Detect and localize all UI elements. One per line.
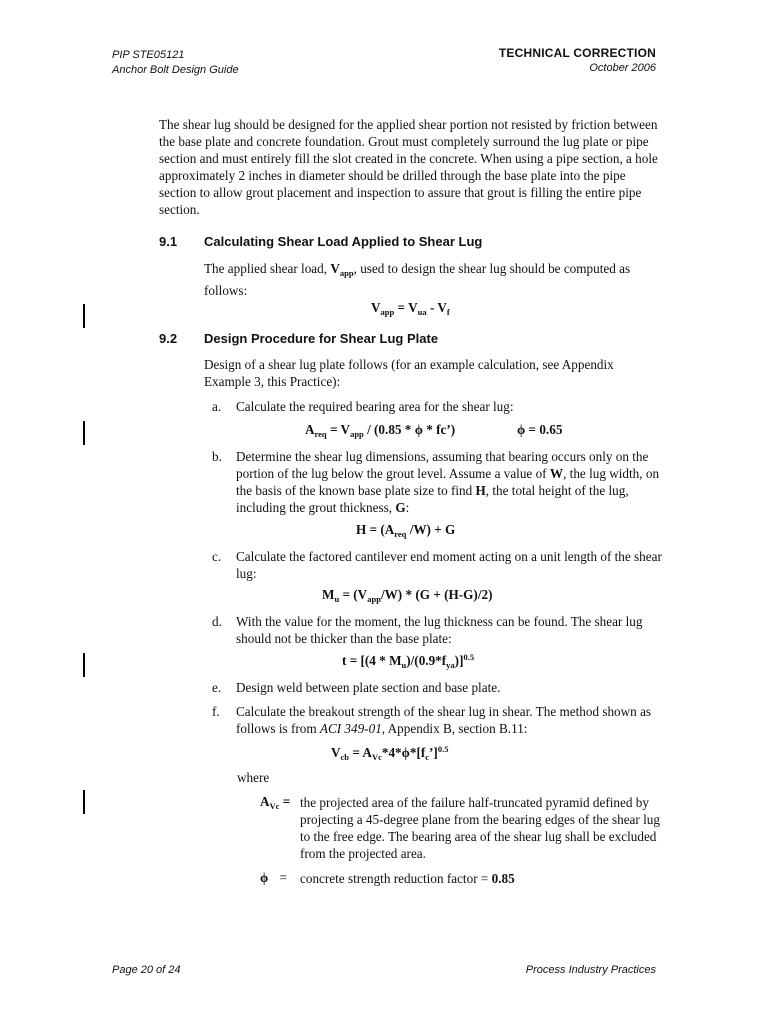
definition-symbol-avc: $A_{Vc}$ = — [260, 794, 291, 811]
where-label: where — [237, 770, 270, 785]
doc-title: Anchor Bolt Design Guide — [112, 64, 239, 76]
list-marker: e. — [212, 680, 222, 695]
list-text: Calculate the breakout strength of the shear lug in shear. The method shown as follows is from ACI 349-01, Appendix B, section B.11: — [236, 704, 652, 736]
list-text: Calculate the factored cantilever end moment acting on a unit length of the shear lug: — [236, 549, 662, 581]
list-text: Design weld between plate section and base plate. — [236, 680, 501, 695]
doc-date: October 2006 — [589, 62, 656, 74]
section-title: Calculating Shear Load Applied to Shear Lug — [204, 234, 483, 249]
equation-t: $t = [(4 * M_u)/(0.9*f_{ya})]^{0.5}$ — [342, 652, 475, 670]
list-marker: f. — [212, 704, 220, 719]
change-bar — [83, 790, 85, 814]
definition-symbol-phi: ϕ = — [260, 870, 287, 885]
list-text: With the value for the moment, the lug thickness can be found. The shear lug should not be thicker than the base plate: — [236, 614, 643, 646]
header-left — [112, 48, 239, 78]
change-bar — [83, 421, 85, 445]
list-text: Determine the shear lug dimensions, assuming that bearing occurs only on the portion of the lug below the grout level. Assume a value of W, the lug width, on the basis of the known base plate size to find H, the total height of the lug, including the grout thickness, G: — [236, 449, 660, 515]
equation-mu: $M_u = (V_{app}/W) * (G + (H-G)/2)$ — [322, 587, 493, 604]
definition-text-phi: concrete strength reduction factor = 0.85 — [300, 871, 515, 886]
section-number: 9.2 — [159, 331, 178, 346]
list-marker: a. — [212, 399, 222, 414]
footer-organization: Process Industry Practices — [525, 964, 656, 976]
section-heading-9-1 — [159, 234, 482, 249]
equation-h: $H = (A_{req}$ /W) + G — [356, 522, 456, 539]
header-right — [499, 46, 656, 76]
footer-page-number: Page 20 of 24 — [112, 964, 181, 976]
section-title: Design Procedure for Shear Lug Plate — [204, 331, 439, 346]
equation-phi: ϕ = 0.65 — [517, 422, 563, 437]
definition-text-avc: the projected area of the failure half-truncated pyramid defined by projecting a 45-degree plane from the bearing edges of the shear lug to the free edge. The bearing area of the shear lug shall be excluded from the projected area. — [300, 795, 660, 861]
text-run: The applied shear load, — [204, 261, 331, 276]
equation-areq: $A_{req} = V_{app} / (0.85 * \phi$ * fc’) — [305, 422, 456, 439]
section-9-2-paragraph: Design of a shear lug plate follows (for an example calculation, see Appendix Example 3, this Practice): — [204, 357, 614, 389]
intro-paragraph: The shear lug should be designed for the applied shear portion not resisted by friction between the base plate and concrete foundation. Grout must completely surround the lug plate or pipe section and must entirely fill the slot created in the concrete. When using a pipe section, a hole approximately 2 inches in diameter should be drilled through the base plate into the pipe section to allow grout placement and inspection to assure that grout is filling the entire pipe section. — [159, 117, 658, 217]
text-run: , used to design the shear lug should be computed as follows: — [204, 261, 631, 298]
list-marker: d. — [212, 614, 222, 629]
reference-aci: ACI 349-01 — [319, 721, 382, 736]
doc-id: PIP STE05121 — [112, 49, 185, 61]
section-9-1-paragraph — [204, 260, 660, 299]
equation-vapp: $V_{app} = V_{ua} - V_f$ — [371, 300, 450, 317]
symbol-vapp: $V_{app}$ — [330, 261, 354, 278]
list-text: Calculate the required bearing area for the shear lug: — [236, 399, 514, 414]
section-heading-9-2 — [159, 331, 438, 346]
status-label: TECHNICAL CORRECTION — [498, 46, 656, 60]
equation-vcb: $V_{cb}$ = $A_{Vc}*4*\phi*[f_c’]^{0.5}$ — [331, 744, 449, 762]
section-number: 9.1 — [159, 234, 178, 249]
list-marker: b. — [212, 449, 222, 464]
change-bar — [83, 653, 85, 677]
change-bar — [83, 304, 85, 328]
list-marker: c. — [212, 549, 222, 564]
